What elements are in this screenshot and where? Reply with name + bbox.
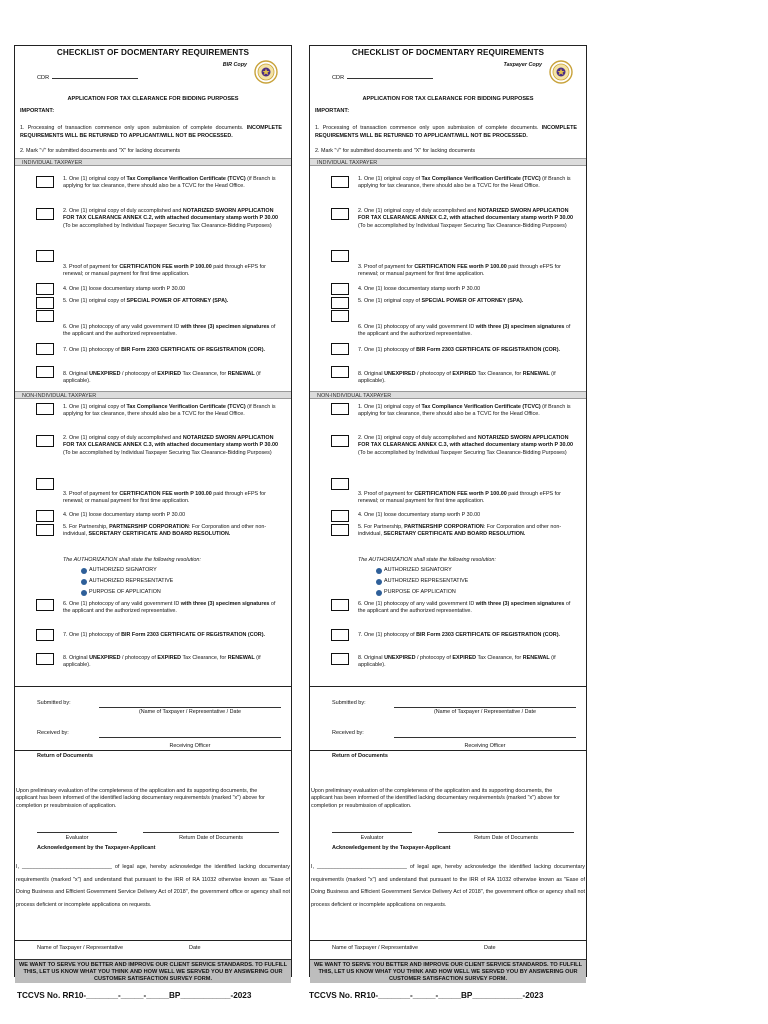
important-label: IMPORTANT: <box>20 108 55 114</box>
note-2: 2. Mark "√" for submitted documents and "X" for lacking documents <box>315 148 476 154</box>
ind-item-6: 6. One (1) photocopy of any valid government ID with three (3) specimen signatures of the applicant and the authorized representative. <box>63 324 276 338</box>
ind-item-2: 2. One (1) original copy of duly accomplished and NOTARIZED SWORN APPLICATION FOR TAX CLEARANCE ANNEX C.2, with attached documentary stamp worth P 30.00 (To be accomplished by Individual Taxpayer Securing Tax Clearance-Bidding Purposes) <box>63 208 278 229</box>
ind-item-1: 1. One (1) original copy of Tax Compliance Verification Certificate (TCVC) (if Branch is applying for tax clearance, there should also be a TCVC for the Head Office. <box>358 176 571 190</box>
satisfaction-survey-banner: WE WANT TO SERVE YOU BETTER AND IMPROVE OUR CLIENT SERVICE STANDARDS. TO FULFILL THIS, LET US KNOW WHAT YOU THINK AND HOW WELL WE SERVED YOU BY ANSWERING OUR CUSTOMER SATISFACTION SURVEY FORM. <box>310 959 586 983</box>
tccvs-number-left: TCCVS No. RR10-_______-_____-_____BP___________-2023 <box>17 991 252 1000</box>
checkbox-non-8[interactable] <box>36 653 54 665</box>
auth-bullet-1: AUTHORIZED SIGNATORY <box>384 567 586 574</box>
non-item-1: 1. One (1) original copy of Tax Compliance Verification Certificate (TCVC) (if Branch is applying for tax clearance, there should also be a TCVC for the Head Office. <box>63 404 276 418</box>
receiving-officer-caption: Receiving Officer <box>169 743 211 749</box>
checkbox-non-3[interactable] <box>331 478 349 490</box>
divider <box>15 940 291 941</box>
form-title: CHECKLIST OF DOCMENTARY REQUIREMENTS <box>56 48 250 57</box>
cdr-field[interactable] <box>37 74 291 81</box>
divider <box>15 750 291 751</box>
submitted-by-line[interactable] <box>99 707 281 708</box>
section-non-individual: NON-INDIVIDUAL TAXPAYER <box>310 391 586 399</box>
ind-item-6: 6. One (1) photocopy of any valid government ID with three (3) specimen signatures of the applicant and the authorized representative. <box>358 324 571 338</box>
checkbox-ind-7[interactable] <box>331 343 349 355</box>
application-title: APPLICATION FOR TAX CLEARANCE FOR BIDDING PURPOSES <box>67 96 239 102</box>
acknowledgement-text: I, ______________________________ of legal age, hereby acknowledge the identified lacking documentary requirement/s (marked "x") and understand that pursuant to the IRR of RA 11032 otherwise known as "Ease of Doing Business and Efficient Government Service Delivery Act of 2018", the government office or agency shall not process deficient or incomplete applications on requests. <box>311 864 585 908</box>
auth-bullet-3: PURPOSE OF APPLICATION <box>89 589 291 596</box>
submitted-by-label: Submitted by: <box>37 700 71 706</box>
section-individual: INDIVIDUAL TAXPAYER <box>310 158 586 166</box>
divider <box>310 940 586 941</box>
evaluator-line[interactable] <box>332 832 412 833</box>
received-by-line[interactable] <box>99 737 281 738</box>
auth-bullet-2: AUTHORIZED REPRESENTATIVE <box>89 578 291 585</box>
auth-bullet-1: AUTHORIZED SIGNATORY <box>89 567 291 574</box>
acknowledgement-text: I, ______________________________ of legal age, hereby acknowledge the identified lacking documentary requirement/s (marked "x") and understand that pursuant to the IRR of RA 11032 otherwise known as "Ease of Doing Business and Efficient Government Service Delivery Act of 2018", the government office or agency shall not process deficient or incomplete applications on requests. <box>16 864 290 908</box>
checkbox-non-7[interactable] <box>331 629 349 641</box>
checkbox-ind-4[interactable] <box>36 283 54 295</box>
checkbox-ind-5[interactable] <box>331 297 349 309</box>
checkbox-non-6[interactable] <box>331 599 349 611</box>
checkbox-ind-8[interactable] <box>331 366 349 378</box>
taxpayer-copy-form <box>309 45 587 982</box>
return-date-line[interactable] <box>143 832 279 833</box>
non-item-6: 6. One (1) photocopy of any valid government ID with three (3) specimen signatures of the applicant and the authorized representative. <box>63 601 276 615</box>
ind-item-2: 2. One (1) original copy of duly accomplished and NOTARIZED SWORN APPLICATION FOR TAX CLEARANCE ANNEX C.2, with attached documentary stamp worth P 30.00 (To be accomplished by Individual Taxpayer Securing Tax Clearance-Bidding Purposes) <box>358 208 573 229</box>
checkbox-ind-6[interactable] <box>36 310 54 322</box>
checkbox-non-3[interactable] <box>36 478 54 490</box>
ind-item-1: 1. One (1) original copy of Tax Compliance Verification Certificate (TCVC) (if Branch is applying for tax clearance, there should also be a TCVC for the Head Office. <box>63 176 276 190</box>
checkbox-ind-1[interactable] <box>331 176 349 188</box>
checkbox-ind-3[interactable] <box>36 250 54 262</box>
non-item-4: 4. One (1) loose documentary stamp worth P 30.00 <box>63 512 186 518</box>
copy-label: BIR Copy <box>222 62 247 68</box>
received-by-label: Received by: <box>37 730 69 736</box>
ind-item-4: 4. One (1) loose documentary stamp worth P 30.00 <box>63 286 186 292</box>
checkbox-non-8[interactable] <box>331 653 349 665</box>
preliminary-evaluation-text: Upon preliminary evaluation of the completeness of the application and its supporting documents, the applicant has been informed of the identified lacking documentary requirements/s (marked "x") above for completion pr resubmission of application. <box>311 788 560 809</box>
authorization-heading: The AUTHORIZATION shall state the following resolution: <box>358 557 496 563</box>
ind-item-5: 5. One (1) original copy of SPECIAL POWER OF ATTORNEY (SPA). <box>358 298 524 304</box>
note-1: 1. Processing of transaction commence only upon submission of complete documents. INCOMPLETE REQUIREMENTS WILL BE RETURNED TO APPLICANT/WILL NOT BE PROCESSED. <box>315 125 577 139</box>
ind-item-8: 8. Original UNEXPIRED / photocopy of EXPIRED Tax Clearance, for RENEWAL (if applicable). <box>63 371 261 385</box>
auth-bullet-2: AUTHORIZED REPRESENTATIVE <box>384 578 586 585</box>
form-title: CHECKLIST OF DOCMENTARY REQUIREMENTS <box>351 48 545 57</box>
non-item-1: 1. One (1) original copy of Tax Compliance Verification Certificate (TCVC) (if Branch is applying for tax clearance, there should also be a TCVC for the Head Office. <box>358 404 571 418</box>
non-item-2: 2. One (1) original copy of duly accomplished and NOTARIZED SWORN APPLICATION FOR TAX CLEARANCE ANNEX C.3, with attached documentary stamp worth P 30.00 (To be accomplished by Individual Taxpayer Securing Tax Clearance-Bidding Purposes) <box>63 435 278 456</box>
checkbox-ind-8[interactable] <box>36 366 54 378</box>
non-item-3: 3. Proof of payment for CERTIFICATION FEE worth P 100.00 paid through eFPS for renewal; or manual payment for first time application. <box>63 491 266 505</box>
acknowledgement-title: Acknowledgement by the Taxpayer-Applicant <box>37 845 156 851</box>
section-individual: INDIVIDUAL TAXPAYER <box>15 158 291 166</box>
date-caption: Date <box>484 945 496 951</box>
auth-bullet-3: PURPOSE OF APPLICATION <box>384 589 586 596</box>
evaluator-line[interactable] <box>37 832 117 833</box>
received-by-label: Received by: <box>332 730 364 736</box>
note-1: 1. Processing of transaction commence only upon submission of complete documents. INCOMPLETE REQUIREMENTS WILL BE RETURNED TO APPLICANT/WILL NOT BE PROCESSED. <box>20 125 282 139</box>
ind-item-8: 8. Original UNEXPIRED / photocopy of EXPIRED Tax Clearance, for RENEWAL (if applicable). <box>358 371 556 385</box>
non-item-7: 7. One (1) photocopy of BIR Form 2303 CERTIFICATE OF REGISTRATION (COR). <box>358 632 560 638</box>
ind-item-7: 7. One (1) photocopy of BIR Form 2303 CERTIFICATE OF REGISTRATION (COR). <box>358 347 560 353</box>
checkbox-non-4[interactable] <box>331 510 349 522</box>
cdr-label: CDR <box>332 75 345 81</box>
divider <box>310 750 586 751</box>
submitted-caption: (Name of Taxpayer / Representative / Date <box>138 709 242 715</box>
non-item-3: 3. Proof of payment for CERTIFICATION FEE worth P 100.00 paid through eFPS for renewal; or manual payment for first time application. <box>358 491 561 505</box>
tccvs-number-right: TCCVS No. RR10-_______-_____-_____BP___________-2023 <box>309 991 544 1000</box>
checkbox-non-5[interactable] <box>331 524 349 536</box>
checkbox-ind-6[interactable] <box>331 310 349 322</box>
checkbox-non-2[interactable] <box>36 435 54 447</box>
name-of-taxpayer-caption: Name of Taxpayer / Representative <box>37 945 124 951</box>
important-label: IMPORTANT: <box>315 108 350 114</box>
evaluator-caption: Evaluator <box>65 835 89 841</box>
checkbox-ind-5[interactable] <box>36 297 54 309</box>
non-item-4: 4. One (1) loose documentary stamp worth P 30.00 <box>358 512 481 518</box>
ind-item-7: 7. One (1) photocopy of BIR Form 2303 CERTIFICATE OF REGISTRATION (COR). <box>63 347 265 353</box>
checkbox-non-5[interactable] <box>36 524 54 536</box>
received-by-line[interactable] <box>394 737 576 738</box>
authorization-heading: The AUTHORIZATION shall state the following resolution: <box>63 557 201 563</box>
checkbox-ind-2[interactable] <box>36 208 54 220</box>
ind-item-5: 5. One (1) original copy of SPECIAL POWER OF ATTORNEY (SPA). <box>63 298 229 304</box>
ind-item-4: 4. One (1) loose documentary stamp worth P 30.00 <box>358 286 481 292</box>
return-of-documents-label: Return of Documents <box>37 753 93 759</box>
checkbox-non-1[interactable] <box>36 403 54 415</box>
non-item-5: 5. For Partnership, PARTNERSHIP CORPORATION: For Corporation and other non-individual, SECRETARY CERTIFICATE AND BOARD RESOLUTION. <box>358 524 562 538</box>
checkbox-ind-2[interactable] <box>331 208 349 220</box>
bir-copy-form <box>14 45 292 982</box>
application-title: APPLICATION FOR TAX CLEARANCE FOR BIDDING PURPOSES <box>362 96 534 102</box>
non-item-6: 6. One (1) photocopy of any valid government ID with three (3) specimen signatures of the applicant and the authorized representative. <box>358 601 571 615</box>
satisfaction-survey-banner: WE WANT TO SERVE YOU BETTER AND IMPROVE OUR CLIENT SERVICE STANDARDS. TO FULFILL THIS, LET US KNOW WHAT YOU THINK AND HOW WELL WE SERVED YOU BY ANSWERING OUR CUSTOMER SATISFACTION SURVEY FORM. <box>15 959 291 983</box>
submitted-caption: (Name of Taxpayer / Representative / Date <box>433 709 537 715</box>
checkbox-ind-7[interactable] <box>36 343 54 355</box>
acknowledgement-title: Acknowledgement by the Taxpayer-Applicant <box>332 845 451 851</box>
divider <box>15 686 291 687</box>
non-item-8: 8. Original UNEXPIRED / photocopy of EXPIRED Tax Clearance, for RENEWAL (if applicable). <box>63 655 261 669</box>
checkbox-ind-4[interactable] <box>331 283 349 295</box>
return-date-caption: Return Date of Documents <box>474 835 538 841</box>
submitted-by-label: Submitted by: <box>332 700 366 706</box>
divider <box>310 686 586 687</box>
checkbox-non-2[interactable] <box>331 435 349 447</box>
date-caption: Date <box>189 945 201 951</box>
ind-item-3: 3. Proof of payment for CERTIFICATION FEE worth P 100.00 paid through eFPS for renewal; or manual payment for first time application. <box>358 264 561 278</box>
checkbox-ind-3[interactable] <box>331 250 349 262</box>
ind-item-3: 3. Proof of payment for CERTIFICATION FEE worth P 100.00 paid through eFPS for renewal; or manual payment for first time application. <box>63 264 266 278</box>
checkbox-non-1[interactable] <box>331 403 349 415</box>
return-date-line[interactable] <box>438 832 574 833</box>
checkbox-ind-1[interactable] <box>36 176 54 188</box>
checkbox-non-7[interactable] <box>36 629 54 641</box>
non-item-2: 2. One (1) original copy of duly accomplished and NOTARIZED SWORN APPLICATION FOR TAX CLEARANCE ANNEX C.3, with attached documentary stamp worth P 30.00 (To be accomplished by Individual Taxpayer Securing Tax Clearance-Bidding Purposes) <box>358 435 573 456</box>
checkbox-non-6[interactable] <box>36 599 54 611</box>
non-item-7: 7. One (1) photocopy of BIR Form 2303 CERTIFICATE OF REGISTRATION (COR). <box>63 632 265 638</box>
checkbox-non-4[interactable] <box>36 510 54 522</box>
note-2: 2. Mark "√" for submitted documents and "X" for lacking documents <box>20 148 181 154</box>
name-of-taxpayer-caption: Name of Taxpayer / Representative <box>332 945 419 951</box>
evaluator-caption: Evaluator <box>360 835 384 841</box>
preliminary-evaluation-text: Upon preliminary evaluation of the completeness of the application and its supporting documents, the applicant has been informed of the identified lacking documentary requirements/s (marked "x") above for completion pr resubmission of application. <box>16 788 265 809</box>
non-item-8: 8. Original UNEXPIRED / photocopy of EXPIRED Tax Clearance, for RENEWAL (if applicable). <box>358 655 556 669</box>
return-of-documents-label: Return of Documents <box>332 753 388 759</box>
non-item-5: 5. For Partnership, PARTNERSHIP CORPORATION: For Corporation and other non-individual, SECRETARY CERTIFICATE AND BOARD RESOLUTION. <box>63 524 267 538</box>
section-non-individual: NON-INDIVIDUAL TAXPAYER <box>15 391 291 399</box>
receiving-officer-caption: Receiving Officer <box>464 743 506 749</box>
submitted-by-line[interactable] <box>394 707 576 708</box>
copy-label: Taxpayer Copy <box>503 62 542 68</box>
cdr-label: CDR <box>37 75 50 81</box>
cdr-field[interactable] <box>332 74 586 81</box>
return-date-caption: Return Date of Documents <box>179 835 243 841</box>
